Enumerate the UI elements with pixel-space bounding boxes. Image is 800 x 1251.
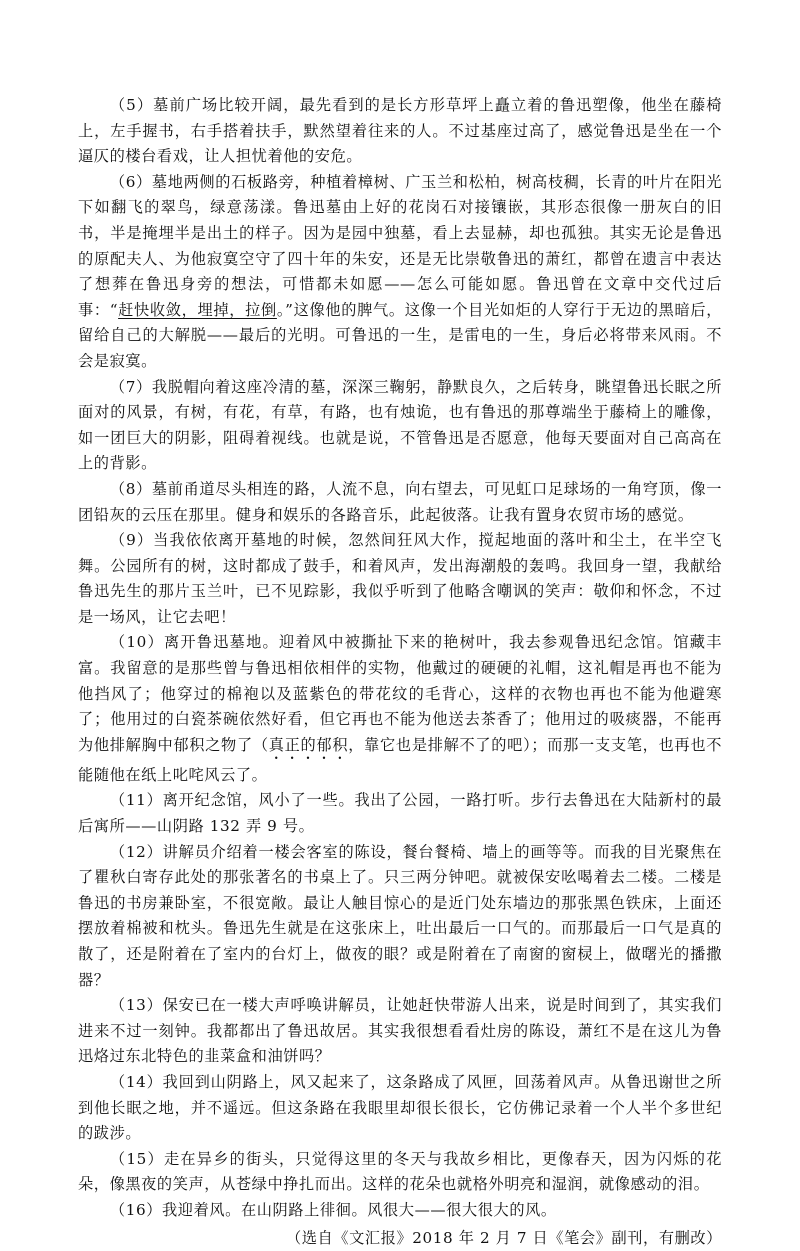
source-citation: （选自《文汇报》2018 年 2 月 7 日《笔会》副刊，有删改） [285, 1228, 722, 1247]
paragraph-10-text-a: （10）离开鲁迅墓地。迎着风中被撕扯下来的艳树叶，我去参观鲁迅纪念馆。馆藏丰富。我留意的是那些曾与鲁迅相依相伴的实物，他戴过的硬硬的礼帽，这礼帽是再也不能为他挡风了；他穿过的棉袍以及蓝紫色的带花纹的毛背心，这样的衣物也再也不能为他避寒了；他用过的白瓷茶碗依然好看，但它再也不能为他送去茶香了；他用过的吸痰器，不能再为他排解胸中郁积之物了（ [78, 633, 722, 754]
paragraph-6-text-b: 。”这像他的脾气。这像一个目光如炬的人穿行于无边的黑暗后，留给自己的大解脱——最后的光明。可鲁迅的一生，是雷电的一生，身后必将带来风雨。不会是寂寞。 [78, 300, 722, 370]
emphasized-phrase: 真正的郁积 [268, 735, 349, 754]
paragraph-9: （9）当我依依离开墓地的时候，忽然间狂风大作，搅起地面的落叶和尘土，在半空飞舞。公园所有的树，这时都成了鼓手，和着风声，发出海潮般的轰鸣。我回身一望，我献给鲁迅先生的那片玉兰叶，已不见踪影，我似乎听到了他略含嘲讽的笑声：敬仰和怀念，不过是一场风，让它去吧！ [78, 531, 722, 626]
paragraph-6-text-a: （6）墓地两侧的石板路旁，种植着樟树、广玉兰和松柏，树高枝稠，长青的叶片在阳光下如翻飞的翠鸟，绿意荡漾。鲁迅墓由上好的花岗石对接镶嵌，其形态很像一册灰白的旧书，半是掩埋半是出土的样子。因为是园中独墓，看上去显赫，却也孤独。其实无论是鲁迅的原配夫人、为他寂寞空守了四十年的朱安，还是无比崇敬鲁迅的萧红，都曾在遗言中表达了想葬在鲁迅身旁的想法，可惜都未如愿——怎么可能如愿。鲁迅曾在文章中交代过后事：“ [78, 172, 722, 319]
paragraph-13: （13）保安已在一楼大声呼唤讲解员，让她赶快带游人出来，说是时间到了，其实我们进来不过一刻钟。我都都出了鲁迅故居。其实我很想看看灶房的陈设，萧红不是在这儿为鲁迅烙过东北特色的韭菜盒和油饼吗？ [78, 996, 722, 1066]
paragraph-12: （12）讲解员介绍着一楼会客室的陈设，餐台餐椅、墙上的画等等。而我的目光聚焦在了瞿秋白寄存此处的那张著名的书桌上了。只三两分钟吧。就被保安吆喝着去二楼。二楼是鲁迅的书房兼卧室，不很宽敞。最让人触目惊心的是近门处东墙边的那张黑色铁床，上面还摆放着棉被和枕头。鲁迅先生就是在这张床上，吐出最后一口气的。而那最后一口气是真的散了，还是附着在了室内的台灯上，做夜的眼？或是附着在了南窗的窗棂上，做曙光的播撒器？ [78, 842, 722, 989]
paragraph-11: （11）离开纪念馆，风小了一些。我出了公园，一路打听。步行去鲁迅在大陆新村的最后寓所——山阴路 132 弄 9 号。 [78, 791, 722, 836]
underlined-quote: 赶快收敛，埋掉，拉倒 [118, 300, 277, 319]
paragraph-15: （15）走在异乡的街头，只觉得这里的冬天与我故乡相比，更像春天，因为闪烁的花朵，像黑夜的笑声，从苍绿中挣扎而出。这样的花朵也就格外明亮和湿润，就像感动的泪。 [78, 1149, 722, 1194]
paragraph-10-text-b: ，靠它也是排解不了的吧）；而那一支支笔，也再也不能随他在纸上叱咤风云了。 [78, 735, 723, 784]
paragraph-8: （8）墓前甬道尽头相连的路，人流不息，向右望去，可见虹口足球场的一角穹顶，像一团铅灰的云压在那里。健身和娱乐的各路音乐，此起彼落。让我有置身农贸市场的感觉。 [78, 479, 722, 524]
paragraph-14: （14）我回到山阴路上，风又起来了，这条路成了风匣，回荡着风声。从鲁迅谢世之所到他长眠之地，并不遥远。但这条路在我眼里却很长很长，它仿佛记录着一个人半个多世纪的跋涉。 [78, 1072, 722, 1143]
paragraph-10 [78, 630, 722, 788]
paragraph-5: （5）墓前广场比较开阔，最先看到的是长方形草坪上矗立着的鲁迅塑像，他坐在藤椅上，左手握书，右手搭着扶手，默然望着往来的人。不过基座过高了，感觉鲁迅是坐在一个逼仄的楼台看戏，让人担忧着他的安危。 [78, 96, 722, 166]
paragraph-16: （16）我迎着风。在山阴路上徘徊。风很大——很大很大的风。 [109, 1200, 557, 1219]
paragraph-6 [78, 170, 722, 375]
paragraph-7: （7）我脱帽向着这座冷清的墓，深深三鞠躬，静默良久，之后转身，眺望鲁迅长眠之所面对的风景，有树，有花，有草，有路，也有烛诡，也有鲁迅的那尊端坐于藤椅上的雕像，如一团巨大的阴影，阻碍着视线。也就是说，不管鲁迅是否愿意，他每天要面对自己高高在上的背影。 [78, 377, 722, 473]
